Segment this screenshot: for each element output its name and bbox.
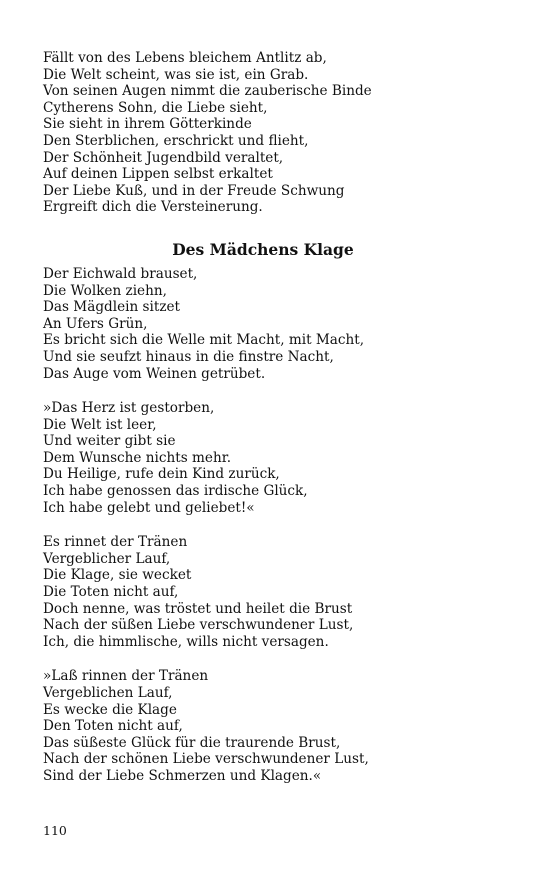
verse-line: Die Wolken ziehn, xyxy=(43,282,167,299)
verse-line: Sind der Liebe Schmerzen und Klagen.« xyxy=(43,767,322,784)
stanza-4 xyxy=(43,668,513,784)
verse-line: Den Sterblichen, erschrickt und flieht, xyxy=(43,132,309,149)
stanza-2 xyxy=(43,400,513,516)
verse-line: Ergreift dich die Versteinerung. xyxy=(43,199,263,216)
verse-line: Ich, die himmlische, wills nicht versagen. xyxy=(43,633,329,650)
verse-line: Das süßeste Glück für die traurende Brust, xyxy=(43,734,341,751)
verse-line: Die Toten nicht auf, xyxy=(43,584,179,601)
verse-line: Auf deinen Lippen selbst erkaltet xyxy=(43,166,273,183)
verse-line: Und weiter gibt sie xyxy=(43,433,176,450)
verse-line: Doch nenne, was tröstet und heilet die Brust xyxy=(43,600,353,617)
verse-line: Und sie seufzt hinaus in die finstre Nacht, xyxy=(43,348,334,365)
verse-line: »Laß rinnen der Tränen xyxy=(43,668,209,685)
verse-line: Das Mägdlein sitzet xyxy=(43,299,180,316)
verse-line: Der Schönheit Jugendbild veraltet, xyxy=(43,149,284,166)
verse-line: Die Klage, sie wecket xyxy=(43,567,192,584)
verse-line: Vergeblicher Lauf, xyxy=(43,550,171,567)
stanza-spacer xyxy=(43,382,513,400)
stanza-spacer xyxy=(43,650,513,668)
poem-title: Des Mädchens Klage xyxy=(172,239,354,259)
verse-line: An Ufers Grün, xyxy=(43,315,148,332)
verse-line: »Das Herz ist gestorben, xyxy=(43,400,215,417)
verse-line: Ich habe gelebt und geliebet!« xyxy=(43,499,255,516)
page-number: 110 xyxy=(43,823,67,838)
verse-line: Es wecke die Klage xyxy=(43,701,177,718)
stanza-3 xyxy=(43,534,513,650)
verse-line: Dem Wunsche nichts mehr. xyxy=(43,449,232,466)
verse-line: Cytherens Sohn, die Liebe sieht, xyxy=(43,99,268,116)
verse-line: Vergeblichen Lauf, xyxy=(43,685,173,701)
verse-line: Die Welt scheint, was sie ist, ein Grab. xyxy=(43,66,309,83)
verse-line: Du Heilige, rufe dein Kind zurück, xyxy=(43,466,280,483)
verse-line: Nach der schönen Liebe verschwundener Lust, xyxy=(43,751,369,768)
verse-line: Es bricht sich die Welle mit Macht, mit Macht, xyxy=(43,332,365,349)
verse-line: Von seinen Augen nimmt die zauberische Binde xyxy=(43,83,372,100)
verse-line: Das Auge vom Weinen getrübet. xyxy=(43,365,266,382)
verse-line: Fällt von des Lebens bleichem Antlitz ab, xyxy=(43,50,327,66)
verse-line: Sie sieht in ihrem Götterkinde xyxy=(43,116,252,133)
intro-stanza xyxy=(43,50,513,216)
verse-line: Die Welt ist leer, xyxy=(43,416,157,433)
stanza-1 xyxy=(43,266,513,382)
verse-line: Der Eichwald brauset, xyxy=(43,265,198,282)
verse-line: Den Toten nicht auf, xyxy=(43,718,183,735)
verse-line: Ich habe genossen das irdische Glück, xyxy=(43,483,308,500)
page-content xyxy=(43,50,513,785)
verse-line: Nach der süßen Liebe verschwundener Lust, xyxy=(43,617,354,634)
stanza-spacer xyxy=(43,516,513,534)
verse-line: Es rinnet der Tränen xyxy=(43,534,188,551)
verse-line: Der Liebe Kuß, und in der Freude Schwung xyxy=(43,182,345,199)
